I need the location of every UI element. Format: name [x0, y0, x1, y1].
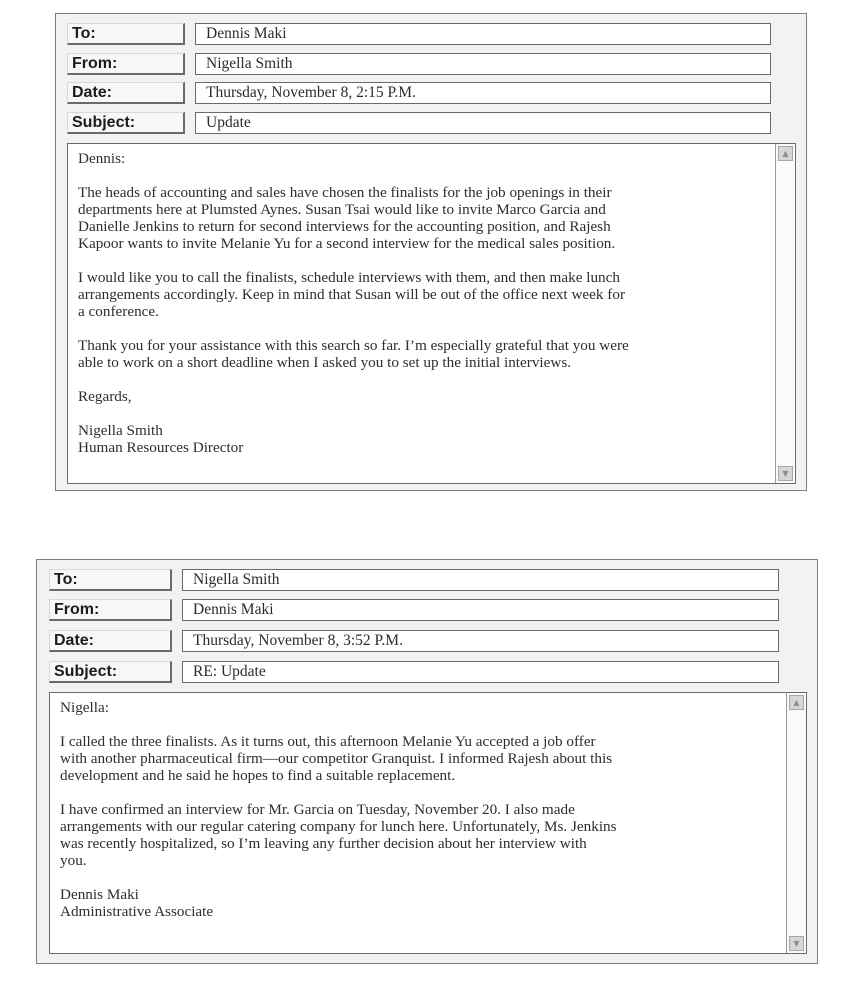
- paragraph-2: [60, 801, 617, 869]
- signature-title: Human Resources Director: [78, 439, 244, 456]
- email-message-1: [55, 13, 807, 491]
- vertical-scrollbar[interactable]: [775, 144, 795, 483]
- scroll-down-icon[interactable]: ▼: [789, 936, 804, 951]
- from-field[interactable]: Dennis Maki: [182, 599, 779, 621]
- scroll-up-icon[interactable]: ▲: [789, 695, 804, 710]
- greeting: Nigella:: [60, 699, 109, 716]
- message-text: [60, 699, 617, 920]
- text-line: Kapoor wants to invite Melanie Yu for a second interview for the medical sales position.: [78, 235, 616, 252]
- text-line: departments here at Plumsted Aynes. Susan Tsai would like to invite Marco Garcia and: [78, 201, 606, 218]
- paragraph-3: [78, 337, 629, 371]
- vertical-scrollbar[interactable]: [786, 693, 806, 953]
- text-line: was recently hospitalized, so I’m leaving any further decision about her interview with: [60, 835, 587, 852]
- greeting: Dennis:: [78, 150, 126, 167]
- text-line: The heads of accounting and sales have chosen the finalists for the job openings in their: [78, 184, 612, 201]
- text-line: a conference.: [78, 303, 159, 320]
- text-line: I called the three finalists. As it turns out, this afternoon Melanie Yu accepted a job offer: [60, 733, 596, 750]
- message-text: [78, 150, 629, 456]
- paragraph-1: [60, 733, 617, 784]
- text-line: Thank you for your assistance with this search so far. I’m especially grateful that you were: [78, 337, 629, 354]
- text-line: with another pharmaceutical firm—our competitor Granquist. I informed Rajesh about this: [60, 750, 613, 767]
- signature-name: Dennis Maki: [60, 886, 139, 903]
- to-label: To:: [67, 23, 185, 45]
- from-row: [67, 53, 770, 77]
- subject-field[interactable]: Update: [195, 112, 771, 134]
- date-label: Date:: [49, 630, 172, 652]
- paragraph-2: [78, 269, 629, 320]
- subject-row: [49, 661, 779, 685]
- message-body[interactable]: [49, 692, 807, 954]
- text-line: arrangements accordingly. Keep in mind that Susan will be out of the office next week for: [78, 286, 626, 303]
- to-row: [49, 569, 779, 593]
- signature-title: Administrative Associate: [60, 903, 214, 920]
- to-field[interactable]: Nigella Smith: [182, 569, 779, 591]
- signature-name: Nigella Smith: [78, 422, 163, 439]
- to-field[interactable]: Dennis Maki: [195, 23, 771, 45]
- message-body[interactable]: [67, 143, 796, 484]
- date-label: Date:: [67, 82, 185, 104]
- text-line: arrangements with our regular catering company for lunch here. Unfortunately, Ms. Jenkins: [60, 818, 617, 835]
- from-label: From:: [67, 53, 185, 75]
- signature: [78, 422, 629, 456]
- subject-label: Subject:: [67, 112, 185, 134]
- date-field[interactable]: Thursday, November 8, 2:15 P.M.: [195, 82, 771, 104]
- to-label: To:: [49, 569, 172, 591]
- closing: Regards,: [78, 388, 132, 405]
- text-line: you.: [60, 852, 87, 869]
- subject-field[interactable]: RE: Update: [182, 661, 779, 683]
- paragraph-1: [78, 184, 629, 252]
- from-field[interactable]: Nigella Smith: [195, 53, 771, 75]
- date-row: [49, 630, 779, 654]
- text-line: I would like you to call the finalists, schedule interviews with them, and then make lunch: [78, 269, 620, 286]
- text-line: development and he said he hopes to find a suitable replacement.: [60, 767, 456, 784]
- date-field[interactable]: Thursday, November 8, 3:52 P.M.: [182, 630, 779, 652]
- text-line: Danielle Jenkins to return for second interviews for the accounting position, and Rajesh: [78, 218, 611, 235]
- scroll-down-icon[interactable]: ▼: [778, 466, 793, 481]
- text-line: I have confirmed an interview for Mr. Garcia on Tuesday, November 20. I also made: [60, 801, 575, 818]
- email-message-2: [36, 559, 818, 964]
- scroll-up-icon[interactable]: ▲: [778, 146, 793, 161]
- to-row: [67, 23, 770, 47]
- from-label: From:: [49, 599, 172, 621]
- signature: [60, 886, 617, 920]
- date-row: [67, 82, 770, 106]
- from-row: [49, 599, 779, 623]
- subject-label: Subject:: [49, 661, 172, 683]
- subject-row: [67, 112, 770, 136]
- text-line: able to work on a short deadline when I asked you to set up the initial interviews.: [78, 354, 572, 371]
